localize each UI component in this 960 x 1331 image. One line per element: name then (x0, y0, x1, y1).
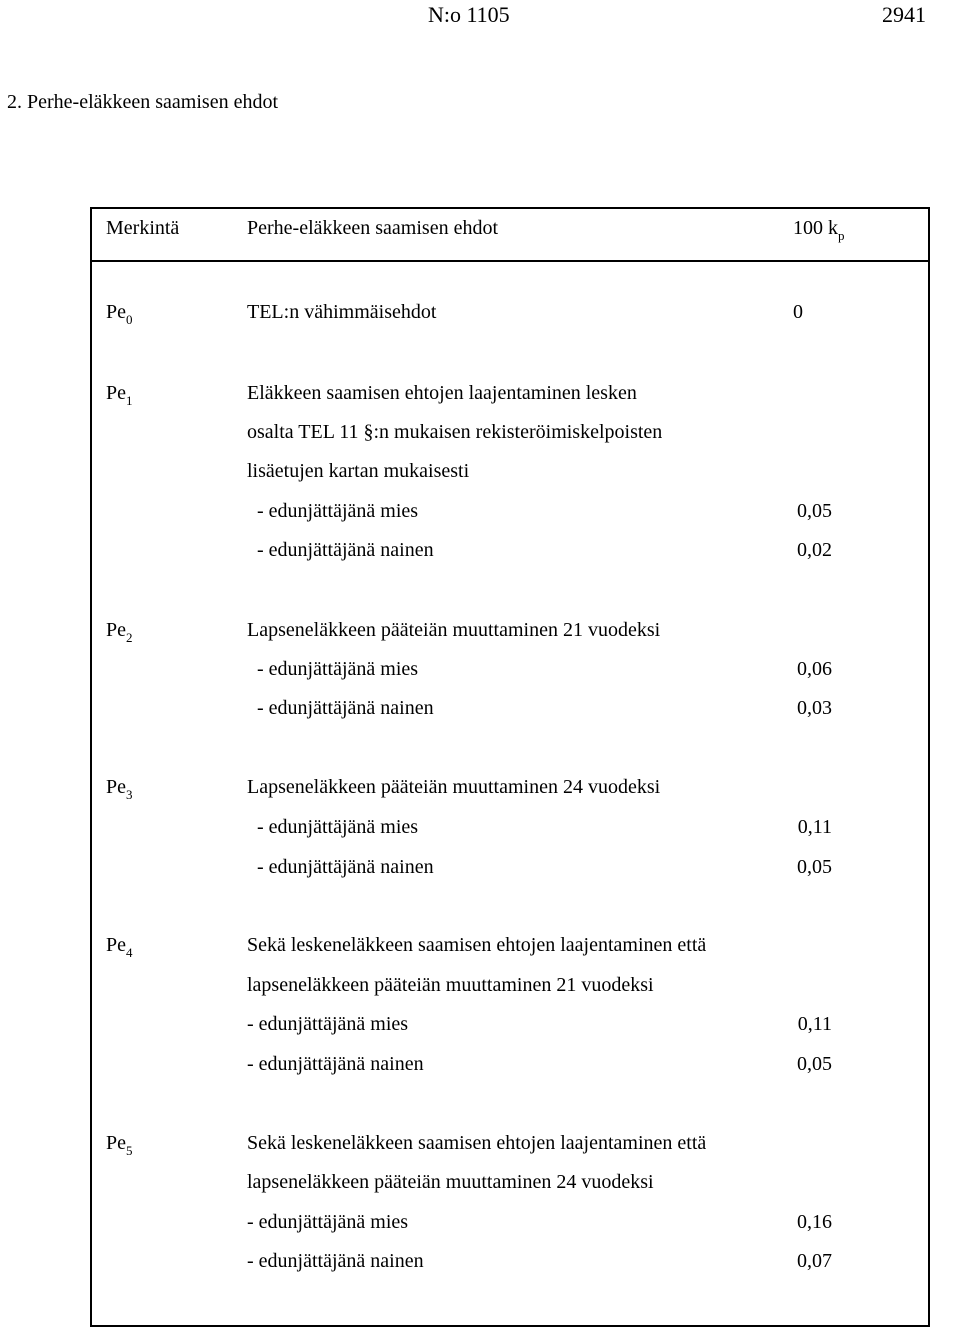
column-header-code: Merkintä (106, 217, 180, 239)
column-header-value-main: 100 k (793, 217, 838, 239)
row-code-pe5: $Pe_5$ (106, 1132, 133, 1158)
row-code-pe3: $Pe_3$ (106, 776, 133, 802)
row-item-value: 0,07 (797, 1250, 832, 1272)
row-item-value: 0,03 (797, 697, 832, 719)
row-condition-line: lapseneläkkeen pääteiän muuttaminen 21 vuodeksi (247, 974, 654, 996)
section-title: 2. Perhe-eläkkeen saamisen ehdot (7, 91, 279, 113)
row-condition-line: lapseneläkkeen pääteiän muuttaminen 24 vuodeksi (247, 1171, 654, 1193)
row-value: 0 (793, 301, 803, 323)
row-item-label: - edunjättäjänä nainen (257, 697, 434, 719)
column-header-condition: Perhe-eläkkeen saamisen ehdot (247, 217, 499, 239)
row-condition-line: osalta TEL 11 §:n mukaisen rekisteröimiskelpoisten (247, 421, 663, 443)
row-item-value: 0,11 (797, 1013, 832, 1035)
row-condition-line: Sekä leskeneläkkeen saamisen ehtojen laajentaminen että (247, 1132, 707, 1154)
row-item-label: - edunjättäjänä mies (257, 658, 419, 680)
row-code-pe4: $Pe_4$ (106, 934, 133, 960)
page-number: 2941 (882, 2, 926, 27)
row-condition-line: TEL:n vähimmäisehdot (247, 301, 437, 323)
row-condition-line: Sekä leskeneläkkeen saamisen ehtojen laajentaminen että (247, 934, 707, 956)
row-item-label: - edunjättäjänä nainen (247, 1053, 424, 1075)
column-header-value-subscript: p (838, 228, 845, 243)
row-item-value: 0,11 (797, 816, 832, 838)
row-item-value: 0,05 (797, 856, 832, 878)
row-item-label: - edunjättäjänä nainen (257, 856, 434, 878)
row-item-value: 0,02 (797, 539, 832, 561)
row-item-label: - edunjättäjänä mies (247, 1211, 409, 1233)
row-item-value: 0,05 (797, 1053, 832, 1075)
document-number: N:o 1105 (428, 2, 510, 27)
table-header-divider (90, 260, 930, 262)
row-item-label: - edunjättäjänä mies (247, 1013, 409, 1035)
row-item-label: - edunjättäjänä nainen (247, 1250, 424, 1272)
row-item-label: - edunjättäjänä mies (257, 500, 419, 522)
row-item-value: 0,05 (797, 500, 832, 522)
row-code-pe0: $Pe_0$ (106, 301, 133, 327)
row-condition-line: lisäetujen kartan mukaisesti (247, 460, 470, 482)
row-item-label: - edunjättäjänä nainen (257, 539, 434, 561)
row-condition-line: Lapseneläkkeen pääteiän muuttaminen 24 vuodeksi (247, 776, 661, 798)
conditions-table (90, 207, 930, 1327)
row-code-pe1: $Pe_1$ (106, 382, 133, 408)
row-item-value: 0,16 (797, 1211, 832, 1233)
row-item-value: 0,06 (797, 658, 832, 680)
row-item-label: - edunjättäjänä mies (257, 816, 419, 838)
row-code-pe2: $Pe_2$ (106, 619, 133, 645)
row-condition-line: Lapseneläkkeen pääteiän muuttaminen 21 vuodeksi (247, 619, 661, 641)
column-header-value (793, 216, 845, 242)
row-condition-line: Eläkkeen saamisen ehtojen laajentaminen lesken (247, 382, 637, 404)
